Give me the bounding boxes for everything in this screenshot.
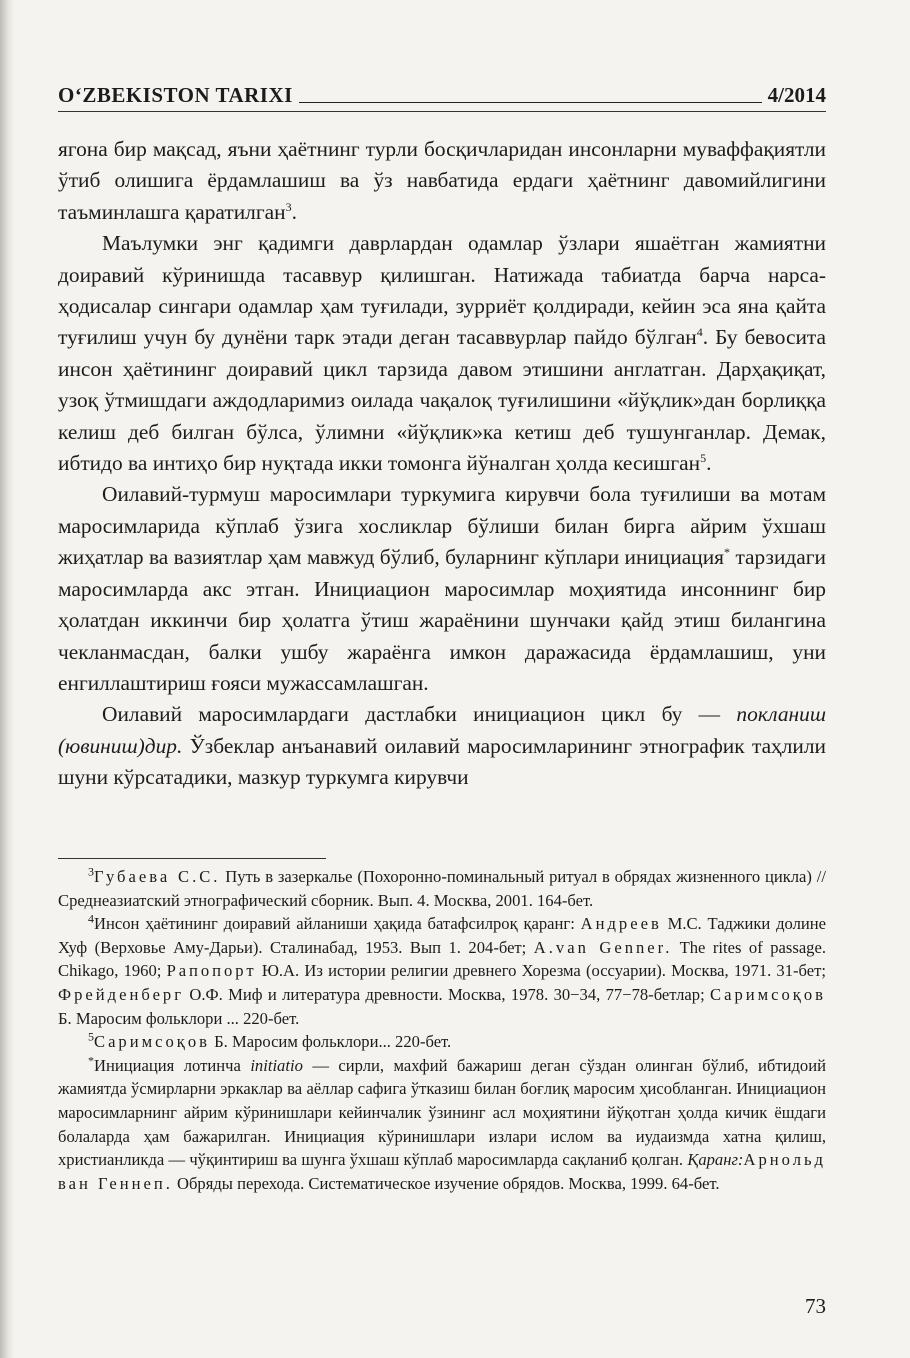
footnote-3-author: Губаева С.С. [94, 867, 221, 886]
header-divider [58, 111, 826, 112]
footnote-star-italic: initiatio [250, 1055, 303, 1075]
footnote-star-text-c: Обряды перехода. Систематическое изучение обрядов. Москва, 1999. 64-бет. [172, 1173, 720, 1193]
footnote-4-text-d: Ю.А. Из истории религии древнего Хорезма (оссуарии). Москва, 1971. 31-бет; [256, 961, 826, 981]
footnote-4-author-3: Рапопорт [166, 961, 257, 981]
footnote-star-text-b: — сирли, махфий бажариш деган сўздан олинган бўлиб, ибтидоий жамиятда ўсмирларни эркаклар ва аёллар сафига ўтказиш билан боғлиқ маросим ҳисобланган. Инициацион маросимларнинг айрим кўринишлари кейинчалик ўзининг асл моҳиятини йўқотган ҳолда кичик ёшдаги болаларда ҳам бажарилган. Инициация кўринишлари излари ислом ва иудаизмда хатна қилиш, христианликда — чўқинтириш ва шунга ўхшаш кўплаб маросимларда сақланиб қолган. [58, 1055, 826, 1170]
journal-title: O‘ZBEKISTON TARIXI [58, 83, 293, 107]
footnote-4-text-b: М.С. Таджики долине Хуф (Верховье Аму-Дарьи). Сталинабад, 1953. Вып 1. 204-бет; [58, 914, 826, 957]
paragraph-2-end: . [706, 451, 712, 476]
issue-number: 4/2014 [767, 83, 826, 107]
paragraph-3 [58, 479, 826, 699]
paragraph-1 [58, 134, 826, 228]
footnote-4-text-f: Б. Маросим фольклори ... 220-бет. [58, 1008, 300, 1028]
paragraph-1-end: . [291, 199, 297, 224]
footnote-5-text: Б. Маросим фольклори... 220-бет. [209, 1032, 452, 1052]
footnote-4-author-1: Андреев [580, 914, 662, 934]
paragraph-4-text-a: Оилавий маросимлардаги дастлабки инициацион цикл бу — [102, 702, 737, 727]
paragraph-4-italic: покланиш (ювиниш)дир. [58, 702, 826, 758]
header-rule [299, 102, 762, 103]
main-text [58, 134, 826, 794]
paragraph-3-text-a: Оилавий-турмуш маросимлари туркумига кирувчи бола туғилиши ва мотам маросимларида кўплаб ўзига хосликлар бўлиши билан бирга айрим ўхшаш жиҳатлар ва вазиятлар ҳам мавжуд бўлиб, буларнинг кўплари инициация [58, 482, 826, 570]
footnote-star-text-a: Инициация лотинча [94, 1055, 251, 1075]
footnote-5-author: Саримсоқов [94, 1032, 210, 1052]
footnote-4-author-4: Фрейденберг [58, 984, 185, 1004]
footnote-4 [58, 912, 826, 1030]
footnote-4-text-a: Инсон ҳаётининг доиравий айланиши ҳақида батафсилроқ қаранг: [94, 914, 581, 934]
footnote-5-mark: 5 [88, 1029, 94, 1044]
footnote-star-see: Қаранг: [687, 1150, 744, 1170]
paragraph-2 [58, 228, 826, 479]
footnote-star [58, 1054, 826, 1196]
paragraph-4 [58, 699, 826, 793]
footnote-5 [58, 1030, 826, 1054]
paragraph-2-text-b: . Бу бевосита инсон ҳаётининг доиравий цикл тарзида давом этишини англатган. Дарҳақиқат, узоқ ўтмишдаги аждодларимиз оилада чақалоқ туғилишини «йўқлик»дан борлиққа келиш деб билган бўлса, ўлимни «йўқлик»ка кетиш деб тушунганлар. Демак, ибтидо ва интиҳо бир нуқтада икки томонга йўналган ҳолда кесишган [58, 325, 826, 476]
footnote-4-author-5: Саримсоқов [710, 984, 826, 1004]
page-binding-edge [0, 0, 14, 1358]
paragraph-4-text-b: Ўзбеклар анъанавий оилавий маросимларининг этнографик таҳлили шуни кўрсатадики, мазкур туркумга кирувчи [58, 733, 826, 790]
footnote-star-author: Арнольд ван Геннеп. [58, 1150, 826, 1193]
footnote-separator [58, 858, 326, 859]
footnotes [58, 865, 826, 1195]
paragraph-1-text: ягона бир мақсад, яъни ҳаётнинг турли босқичларидан инсонларни муваффақиятли ўтиб олишига ёрдамлашиш ва ўз навбатида ердаги ҳаётнинг давомийлигини таъминлашга қаратилган [58, 137, 826, 224]
footnote-4-text-c: The rites of passage. Chikago, 1960; [58, 937, 826, 981]
running-header [58, 78, 826, 108]
footnote-star-mark: * [88, 1053, 94, 1068]
footnote-3-mark: 3 [88, 864, 94, 879]
footnote-ref-4[interactable]: 4 [696, 325, 703, 340]
footnote-3 [58, 865, 826, 912]
footnote-4-author-2: A.van Genner. [533, 937, 673, 957]
footnote-4-text-e: О.Ф. Миф и литература древности. Москва, 1978. 30−34, 77−78-бетлар; [184, 984, 711, 1004]
footnote-4-mark: 4 [88, 911, 94, 926]
footnote-ref-5[interactable]: 5 [700, 450, 707, 465]
paragraph-3-text-b: тарзидаги маросимларда акс этган. Инициацион маросимлар моҳиятида инсоннинг бир ҳолатдан иккинчи бир ҳолатга ўтиш жараёнини шунчаки қайд этиш билангина чекланмасдан, балки ушбу жараёнга имкон даражасида ёрдамлашиш, уни енгиллаштириш ғояси мужассамлашган. [58, 545, 826, 695]
footnote-3-text: Путь в зазеркалье (Похоронно-поминальный ритуал в обрядах жизненного цикла) //Среднеазиатский этнографический сборник. Вып. 4. Москва, 2001. 164-бет. [58, 867, 826, 910]
footnote-ref-star[interactable]: * [724, 545, 731, 560]
page-number: 73 [805, 1294, 826, 1318]
paragraph-2-text-a: Маълумки энг қадимги даврлардан одамлар ўзлари яшаётган жамиятни доиравий кўринишда тасаввур қилишган. Натижада табиатда барча нарса-ҳодисалар сингари одамлар ҳам туғилади, зурриёт қолдиради, кейин эса яна қайта туғилиш учун бу дунёни тарк этади деган тасаввурлар пайдо бўлган [58, 231, 826, 350]
footnote-ref-3[interactable]: 3 [285, 199, 292, 214]
